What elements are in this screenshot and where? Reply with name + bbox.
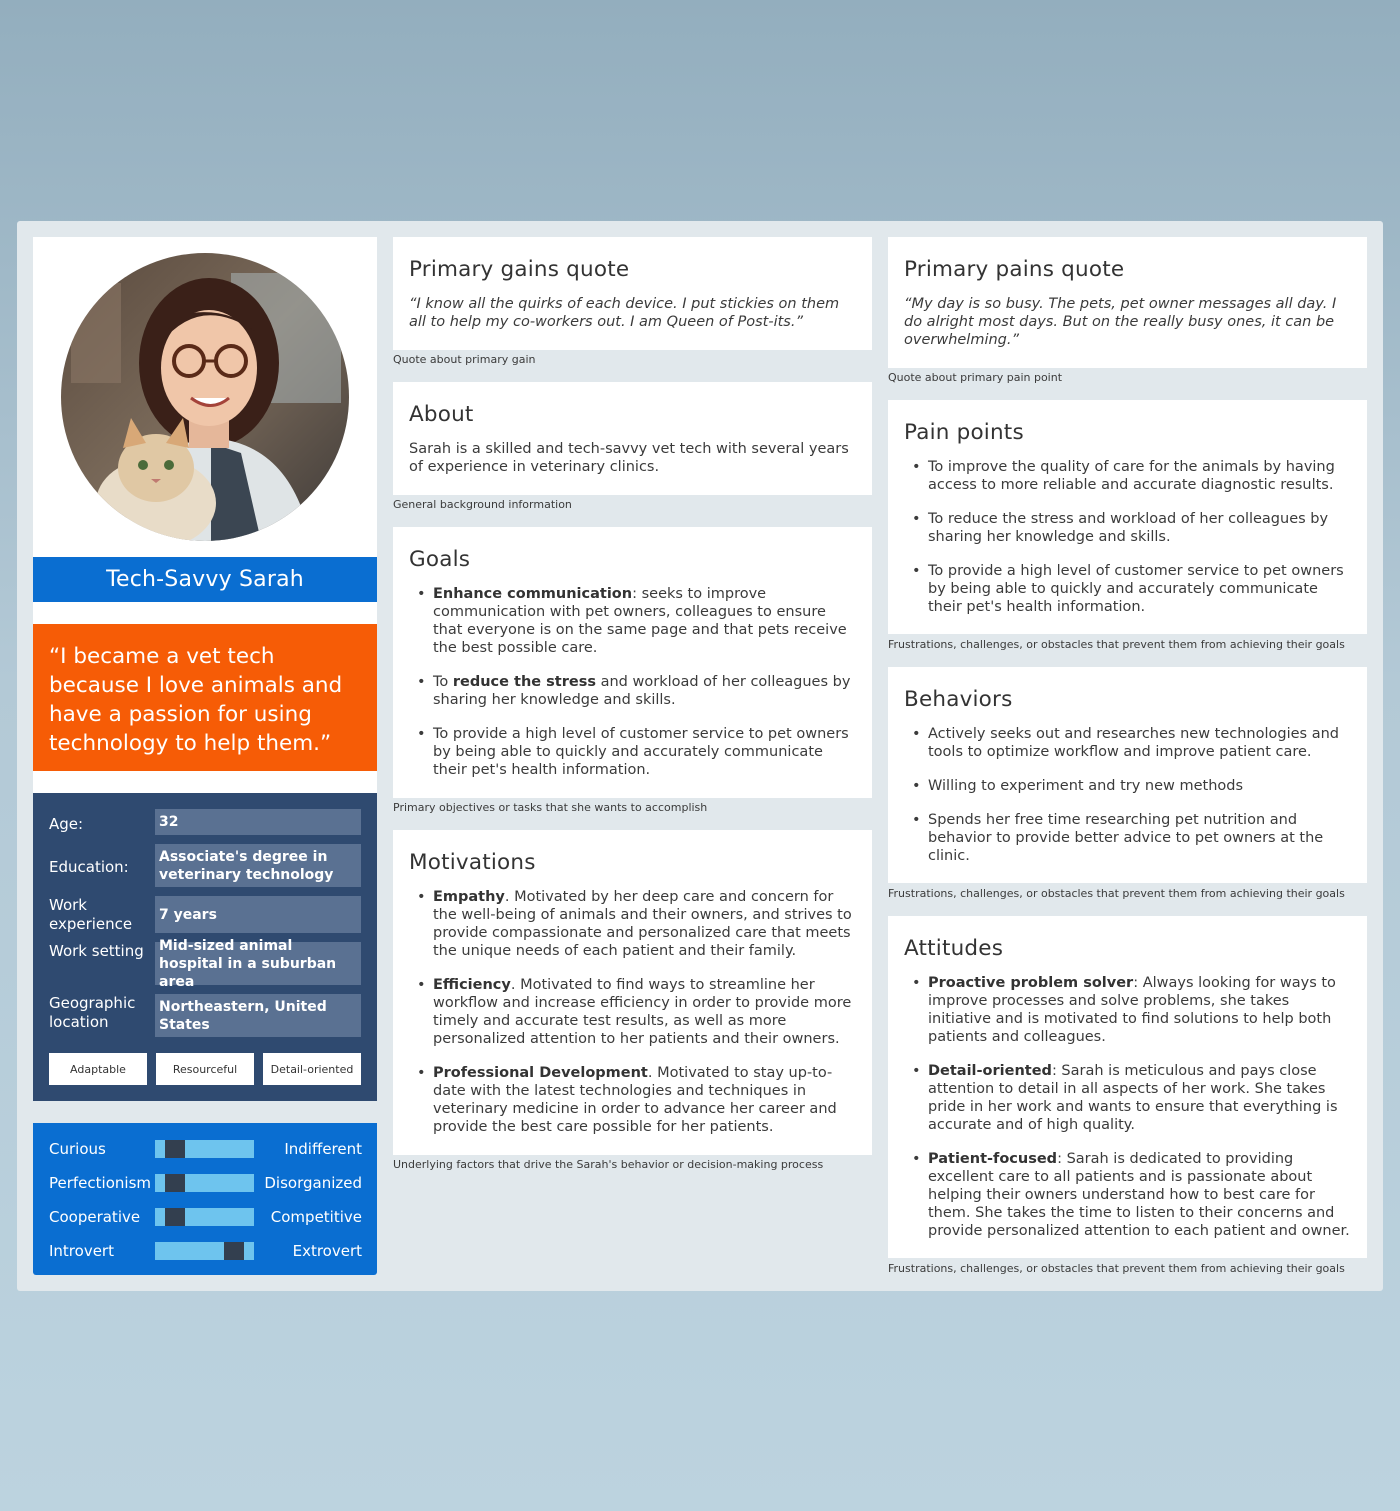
pains-quote-text: “My day is so busy. The pets, pet owner messages all day. I do alright most days. But on the really busy ones, it can be overwhelming.” <box>904 296 1337 348</box>
attitudes-title: Attitudes <box>904 936 1004 961</box>
trait-right-label: Disorganized <box>264 1174 362 1192</box>
pains-quote-caption: Quote about primary pain point <box>888 371 1063 384</box>
trait-track <box>155 1242 254 1260</box>
list-item: • Efficiency. Motivated to find ways to streamline her workflow and increase efficiency in order to provide more timely and accurate test results, as well as more personalized attention to her patients and their owners. <box>417 976 856 1048</box>
about-caption: General background information <box>393 498 572 511</box>
trait-left-label: Curious <box>49 1140 106 1158</box>
motivations-caption: Underlying factors that drive the Sarah's behavior or decision-making process <box>393 1158 824 1171</box>
location-label: Geographic location <box>49 994 136 1031</box>
about-text: Sarah is a skilled and tech-savvy vet tech with several years of experience in veterinary clinics. <box>409 441 849 475</box>
list-item: • To reduce the stress and workload of her colleagues by sharing her knowledge and skills. <box>417 673 856 709</box>
goals-title: Goals <box>409 547 471 572</box>
pain-points-card <box>888 400 1367 634</box>
trait-left-label: Cooperative <box>49 1208 141 1226</box>
spacer <box>33 771 377 793</box>
persona-avatar <box>61 253 349 541</box>
tag-detail-oriented: Detail-oriented <box>263 1053 361 1085</box>
trait-knob <box>165 1174 185 1192</box>
goals-card <box>393 527 872 798</box>
list-item: • Actively seeks out and researches new technologies and tools to optimize workflow and improve patient care. <box>912 725 1351 761</box>
list-item: • To provide a high level of customer service to pet owners by being able to quickly and accurately communicate their pet's health information. <box>912 562 1351 616</box>
trait-track <box>155 1140 254 1158</box>
list-item: • Willing to experiment and try new methods <box>912 777 1351 795</box>
pains-quote-title: Primary pains quote <box>904 257 1125 282</box>
education-label: Education: <box>49 858 129 876</box>
trait-right-label: Extrovert <box>292 1242 362 1260</box>
trait-right-label: Competitive <box>270 1208 362 1226</box>
education-value: Associate's degree in veterinary technology <box>155 844 361 887</box>
trait-track <box>155 1208 254 1226</box>
persona-name: Tech-Savvy Sarah <box>33 557 377 602</box>
behaviors-title: Behaviors <box>904 687 1013 712</box>
list-item: • To reduce the stress and workload of her colleagues by sharing her knowledge and skills. <box>912 510 1351 546</box>
attitudes-card <box>888 916 1367 1258</box>
trait-sliders <box>33 1123 377 1275</box>
gains-quote-title: Primary gains quote <box>409 257 630 282</box>
trait-left-label: Introvert <box>49 1242 114 1260</box>
list-item: • Proactive problem solver: Always looking for ways to improve processes and solve problems, she takes initiative and is motivated to find solutions to help both patients and colleagues. <box>912 974 1351 1046</box>
age-value: 32 <box>155 809 361 835</box>
trait-knob <box>165 1140 185 1158</box>
attitudes-caption: Frustrations, challenges, or obstacles that prevent them from achieving their goals <box>888 1262 1345 1275</box>
gains-quote-card <box>393 237 872 350</box>
trait-row <box>33 1138 377 1160</box>
experience-label: Work experience <box>49 896 133 933</box>
persona-facts <box>33 793 377 1101</box>
list-item: • Patient-focused: Sarah is dedicated to providing excellent care to all patients and is passionate about helping their owners understand how to best care for them. She takes the time to listen to their concerns and provide personalized attention to each patient and owner. <box>912 1150 1351 1240</box>
trait-row <box>33 1172 377 1194</box>
trait-row <box>33 1240 377 1262</box>
behaviors-card <box>888 667 1367 883</box>
experience-value: 7 years <box>155 896 361 933</box>
trait-track <box>155 1174 254 1192</box>
trait-knob <box>165 1208 185 1226</box>
age-label: Age: <box>49 815 84 833</box>
gains-quote-caption: Quote about primary gain <box>393 353 536 366</box>
pain-points-list <box>904 458 1351 616</box>
location-value: Northeastern, United States <box>155 994 361 1037</box>
work-setting-value: Mid-sized animal hospital in a suburban area <box>155 942 361 985</box>
about-card <box>393 382 872 495</box>
about-title: About <box>409 402 474 427</box>
motivations-list <box>409 888 856 1136</box>
persona-photo <box>61 253 349 541</box>
list-item: • Professional Development. Motivated to stay up-to-date with the latest technologies and techniques in veterinary medicine in order to advance her career and provide the best care possible for her patients. <box>417 1064 856 1136</box>
behaviors-list <box>904 725 1351 865</box>
work-setting-label: Work setting <box>49 942 144 960</box>
gains-quote-text: “I know all the quirks of each device. I put stickies on them all to help my co-workers out. I am Queen of Post-its.” <box>409 296 840 330</box>
trait-knob <box>224 1242 244 1260</box>
list-item: • Empathy. Motivated by her deep care and concern for the well-being of animals and their owners, and strives to provide compassionate and personalized care that meets the unique needs of each patient and their family. <box>417 888 856 960</box>
trait-row <box>33 1206 377 1228</box>
persona-quote: “I became a vet tech because I love animals and have a passion for using technology to help them.” <box>33 624 377 771</box>
motivations-title: Motivations <box>409 850 536 875</box>
list-item: • Enhance communication: seeks to improve communication with pet owners, colleagues to ensure that everyone is on the same page and that pets receive the best possible care. <box>417 585 856 657</box>
attitudes-list <box>904 974 1351 1240</box>
spacer <box>33 1101 377 1123</box>
list-item: • Spends her free time researching pet nutrition and behavior to provide better advice to pet owners at the clinic. <box>912 811 1351 865</box>
behaviors-caption: Frustrations, challenges, or obstacles that prevent them from achieving their goals <box>888 887 1345 900</box>
pain-points-caption: Frustrations, challenges, or obstacles that prevent them from achieving their goals <box>888 638 1345 651</box>
list-item: • To improve the quality of care for the animals by having access to more reliable and accurate diagnostic results. <box>912 458 1351 494</box>
tag-adaptable: Adaptable <box>49 1053 147 1085</box>
pains-quote-card <box>888 237 1367 368</box>
goals-caption: Primary objectives or tasks that she wants to accomplish <box>393 801 708 814</box>
trait-left-label: Perfectionism <box>49 1174 151 1192</box>
spacer <box>33 602 377 624</box>
motivations-card <box>393 830 872 1155</box>
list-item: • To provide a high level of customer service to pet owners by being able to quickly and accurately communicate their pet's health information. <box>417 725 856 779</box>
list-item: • Detail-oriented: Sarah is meticulous and pays close attention to detail in all aspects of her work. She takes pride in her work and wants to ensure that everything is accurate and of high quality. <box>912 1062 1351 1134</box>
trait-right-label: Indifferent <box>284 1140 362 1158</box>
pain-points-title: Pain points <box>904 420 1024 445</box>
tag-resourceful: Resourceful <box>156 1053 254 1085</box>
goals-list <box>409 585 856 779</box>
